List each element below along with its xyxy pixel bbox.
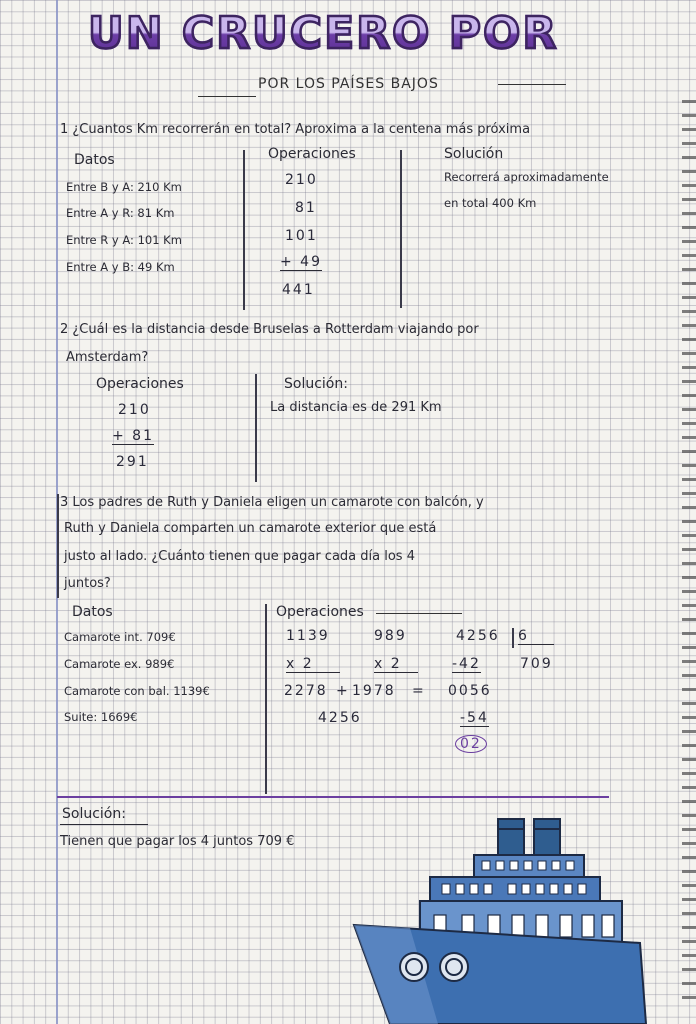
q3-div-divisor: 6 xyxy=(518,628,554,645)
q3-mult1-result: 2278 xyxy=(284,683,328,699)
q3-dato-1: Camarote int. 709€ xyxy=(64,630,176,644)
q1-dato-2: Entre A y R: 81 Km xyxy=(66,206,175,220)
q3-solution-rule xyxy=(57,796,609,798)
q3-mult2-factor: x 2 xyxy=(374,656,418,673)
notebook-spiral xyxy=(682,100,696,1000)
q3-margin-marker xyxy=(57,494,59,598)
q1-dato-4: Entre A y B: 49 Km xyxy=(66,260,175,274)
q3-mult1-factor: x 2 xyxy=(286,656,340,673)
q3-question-line-3: justo al lado. ¿Cuánto tienen que pagar cada día los 4 xyxy=(64,549,415,564)
q2-solucion-text: La distancia es de 291 Km xyxy=(270,400,442,415)
q3-mult1-top: 1139 xyxy=(286,628,330,644)
q3-question-line-2: Ruth y Daniela comparten un camarote exterior que está xyxy=(64,521,437,536)
q3-solucion-label-underline xyxy=(60,824,148,825)
q3-dato-4: Suite: 1669€ xyxy=(64,710,138,724)
page-title: UN CRUCERO POR xyxy=(88,8,559,59)
q1-question: 1 ¿Cuantos Km recorrerán en total? Aproxima a la centena más próxima xyxy=(60,122,531,137)
q1-op-1: 210 xyxy=(285,172,318,188)
q3-solucion-text: Tienen que pagar los 4 juntos 709 € xyxy=(60,834,295,849)
q3-question-line-4: juntos? xyxy=(64,576,111,591)
q3-mult2-result: 1978 xyxy=(352,683,396,699)
ship-funnel-right xyxy=(534,819,560,859)
q1-dato-3: Entre R y A: 101 Km xyxy=(66,233,182,247)
q3-div-dividend: 4256 xyxy=(456,628,500,644)
q1-operaciones-label: Operaciones xyxy=(268,146,356,162)
q3-operaciones-label: Operaciones xyxy=(276,604,364,620)
subtitle-rule-right xyxy=(498,84,566,85)
q3-dato-3: Camarote con bal. 1139€ xyxy=(64,684,210,698)
q1-solucion-line-2: en total 400 Km xyxy=(444,196,537,210)
subtitle-rule-left xyxy=(198,96,256,97)
q2-op-2: + 81 xyxy=(112,428,154,444)
q1-divider-2 xyxy=(400,150,402,308)
q3-div-step-2: 0056 xyxy=(448,683,492,699)
q2-divider xyxy=(255,374,257,482)
q3-sum-result: 4256 xyxy=(318,710,362,726)
q3-mult2-top: 989 xyxy=(374,628,407,644)
q3-solucion-label: Solución: xyxy=(62,806,126,822)
q3-operaciones-rule xyxy=(376,613,462,614)
q1-datos-label: Datos xyxy=(74,152,115,168)
q1-dato-1: Entre B y A: 210 Km xyxy=(66,180,182,194)
q3-dato-2: Camarote ex. 989€ xyxy=(64,657,175,671)
ship-porthole-right xyxy=(440,953,468,981)
q2-op-result: 291 xyxy=(116,454,149,470)
ship-funnel-left xyxy=(498,819,524,859)
q3-div-step-3: -54 xyxy=(460,710,489,726)
q3-divider xyxy=(265,604,267,794)
q1-solucion-line-1: Recorrerá aproximadamente xyxy=(444,170,609,184)
cruise-ship-drawing xyxy=(350,815,650,1024)
q3-sum-equals: = xyxy=(412,683,426,699)
q2-question-line-1: 2 ¿Cuál es la distancia desde Bruselas a Rotterdam viajando por xyxy=(60,322,479,337)
q3-question-line-1: 3 Los padres de Ruth y Daniela eligen un camarote con balcón, y xyxy=(60,495,484,510)
q3-div-quotient: 709 xyxy=(520,656,553,672)
q2-solucion-label: Solución: xyxy=(284,376,348,392)
q1-divider-1 xyxy=(243,150,245,310)
q1-op-3: 101 xyxy=(285,228,318,244)
q3-sum-plus: + xyxy=(336,683,350,699)
q1-op-2: 81 xyxy=(295,200,317,216)
q3-div-bracket-v xyxy=(512,628,514,648)
q2-op-1: 210 xyxy=(118,402,151,418)
q3-datos-label: Datos xyxy=(72,604,113,620)
q2-question-line-2: Amsterdam? xyxy=(66,350,149,365)
q1-op-4: + 49 xyxy=(280,254,322,270)
q1-op-result: 441 xyxy=(282,282,315,298)
ship-porthole-left xyxy=(400,953,428,981)
q2-operaciones-label: Operaciones xyxy=(96,376,184,392)
q3-div-step-1: -42 xyxy=(452,656,481,672)
q1-solucion-label: Solución xyxy=(444,146,504,162)
page-subtitle: POR LOS PAÍSES BAJOS xyxy=(258,76,439,92)
q3-div-remainder: 02 xyxy=(455,735,487,753)
